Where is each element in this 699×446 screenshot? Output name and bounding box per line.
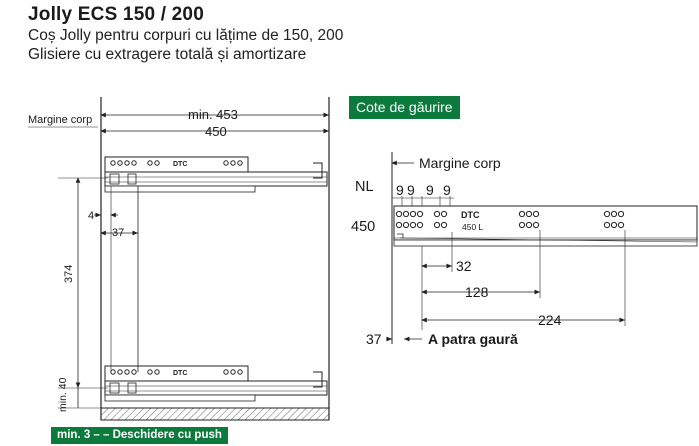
- rail-brand: DTC: [461, 210, 480, 220]
- dim-450: 450: [205, 124, 227, 139]
- dim-37-drill: 37: [366, 331, 382, 347]
- cabinet-bottom-hatch: [101, 408, 329, 420]
- nl-value-450: 450: [351, 219, 376, 235]
- dim-9-d: 9: [443, 182, 451, 198]
- push-opening-note: min. 3 – – Deschidere cu push: [51, 427, 228, 444]
- rail-size: 450 L: [462, 222, 484, 232]
- drilling-rail: [394, 206, 697, 246]
- fourth-hole-label: A patra gaură: [428, 331, 518, 347]
- dim-4: 4: [88, 210, 95, 222]
- dim-min-40: min. 40: [57, 377, 69, 412]
- dim-32: 32: [456, 258, 472, 274]
- dim-37-side: 37: [112, 227, 125, 239]
- subtitle-line-2: Glisiere cu extragere totală și amortizare: [28, 46, 307, 63]
- side-view-drawing: [28, 97, 329, 420]
- nl-label: NL: [355, 179, 374, 195]
- dim-9-a: 9: [396, 182, 404, 198]
- drilling-drawing: [351, 152, 697, 347]
- subtitle-line-1: Coș Jolly pentru corpuri cu lățime de 150, 200: [28, 27, 344, 44]
- dim-9-c: 9: [426, 182, 434, 198]
- drilling-badge: Cote de găurire: [349, 96, 460, 119]
- dim-374: 374: [63, 264, 75, 283]
- upper-rail-brand: DTC: [173, 161, 188, 168]
- dim-min-453: min. 453: [188, 107, 238, 122]
- page-title: Jolly ECS 150 / 200: [28, 4, 204, 25]
- dim-128: 128: [465, 284, 489, 300]
- side-margin-label: Margine corp: [28, 114, 93, 126]
- lower-rail-brand: DTC: [173, 370, 188, 377]
- dim-9-b: 9: [407, 182, 415, 198]
- margin-corp-label: Margine corp: [419, 155, 501, 171]
- dim-224: 224: [538, 312, 562, 328]
